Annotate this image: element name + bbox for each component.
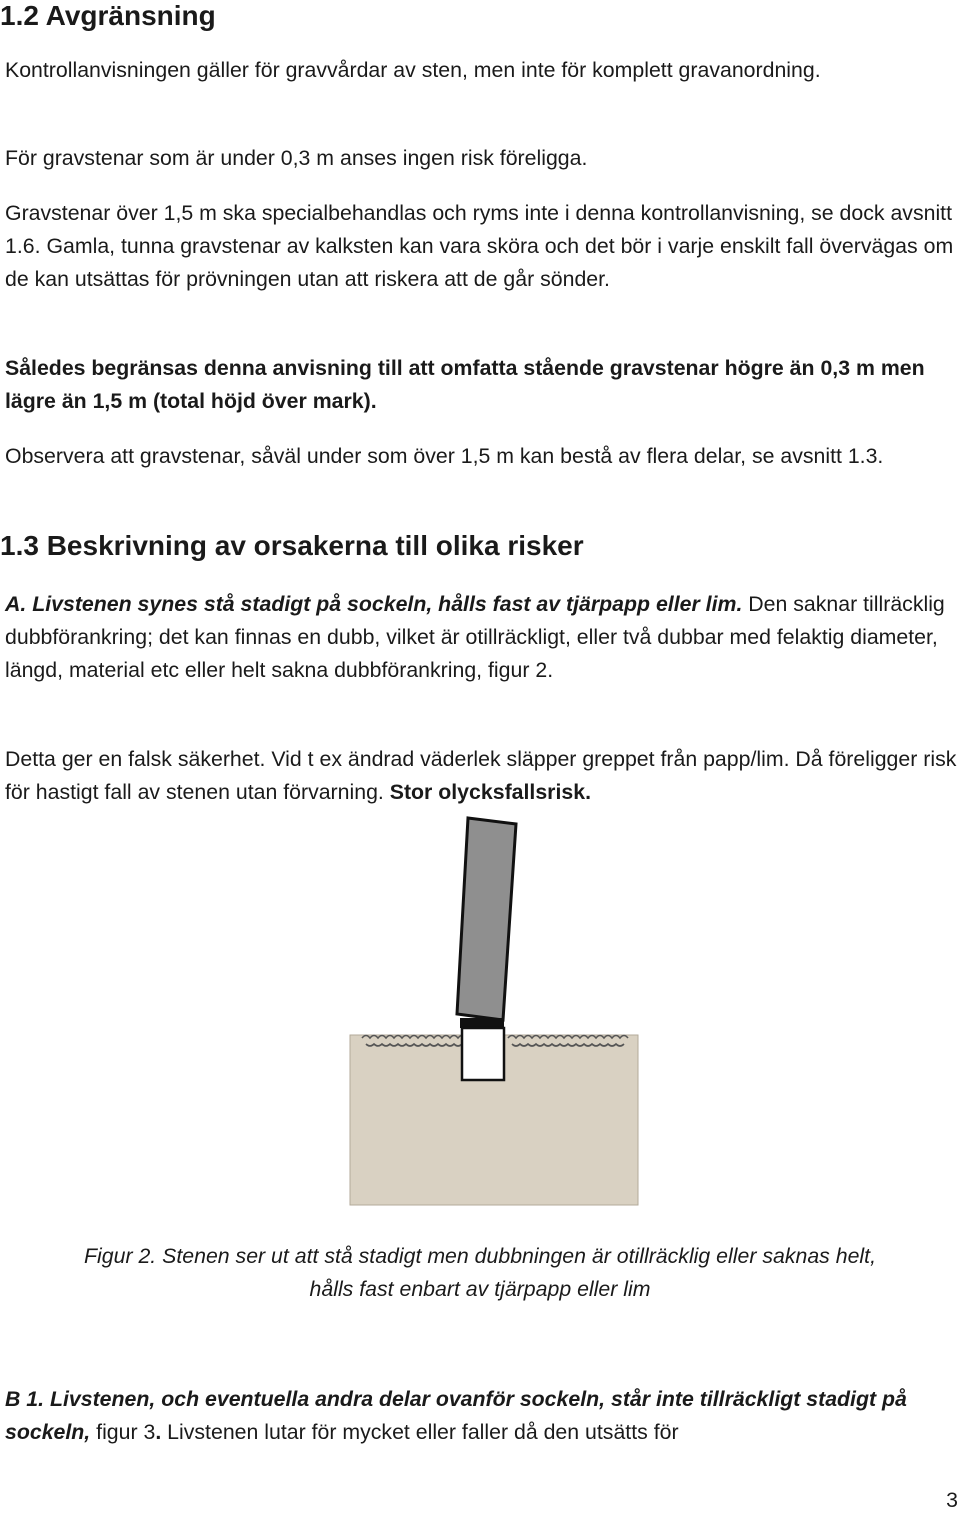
paragraph-multipart-note: Observera att gravstenar, såväl under som över 1,5 m kan bestå av flera delar, se avsnitt 1.3. (5, 444, 884, 468)
paragraph-scope-summary: Således begränsas denna anvisning till att omfatta stående gravstenar högre än 0,3 m men lägre än 1,5 m (total höjd över mark). (5, 356, 925, 413)
paragraph-over-limit: Gravstenar över 1,5 m ska specialbehandlas och ryms inte i denna kontrollanvisning, se dock avsnitt 1.6. Gamla, tunna gravstenar av kalksten kan vara sköra och det bör i varje enskilt fall övervägas om de kan utsättas för prövningen utan att riskera att de går sönder. (5, 201, 954, 291)
paragraph-risk-b1 (5, 1383, 957, 1449)
page-number: 3 (946, 1488, 958, 1512)
paragraph-under-limit: För gravstenar som är under 0,3 m anses ingen risk föreligga. (5, 146, 588, 170)
risk-b1-figure-ref: figur 3 (90, 1420, 156, 1444)
false-security-text: Detta ger en falsk säkerhet. Vid t ex ändrad väderlek släpper greppet från papp/lim. Då föreligger risk för hastigt fall av stenen utan förvarning. (5, 747, 957, 804)
figure-2-illustration (340, 810, 640, 1220)
section-heading-avgransning: 1.2 Avgränsning (0, 0, 216, 31)
figure-caption-line-1: Figur 2. Stenen ser ut att stå stadigt men dubbningen är otillräcklig eller saknas helt, (84, 1244, 876, 1268)
section-heading-risk-causes: 1.3 Beskrivning av orsakerna till olika risker (0, 530, 584, 561)
paragraph-false-security (5, 743, 957, 809)
risk-b1-rest: Livstenen lutar för mycket eller faller då den utsätts för (161, 1420, 679, 1444)
risk-b1-period: . (155, 1420, 162, 1444)
risk-a-body: Den saknar tillräcklig dubbförankring; det kan finnas en dubb, vilket är otillräckligt, eller två dubbar med felaktig diameter, längd, material etc eller helt sakna dubbförankring, figur 2. (5, 592, 945, 682)
figure-caption-line-2: hålls fast enbart av tjärpapp eller lim (309, 1277, 651, 1301)
tar-paper-layer (460, 1018, 504, 1028)
accident-risk-warning: Stor olycksfallsrisk. (389, 780, 591, 804)
headstone (457, 818, 516, 1020)
pedestal (462, 1028, 504, 1080)
risk-a-lead: A. Livstenen synes stå stadigt på sockeln, hålls fast av tjärpapp eller lim. (5, 592, 743, 616)
paragraph-scope: Kontrollanvisningen gäller för gravvårdar av sten, men inte för komplett gravanordning. (5, 58, 821, 82)
risk-b1-lead: B 1. Livstenen, och eventuella andra delar ovanför sockeln, står inte tillräckligt stadigt på sockeln, (5, 1387, 907, 1444)
gravestone-diagram (340, 810, 640, 1220)
paragraph-risk-a (5, 588, 957, 687)
